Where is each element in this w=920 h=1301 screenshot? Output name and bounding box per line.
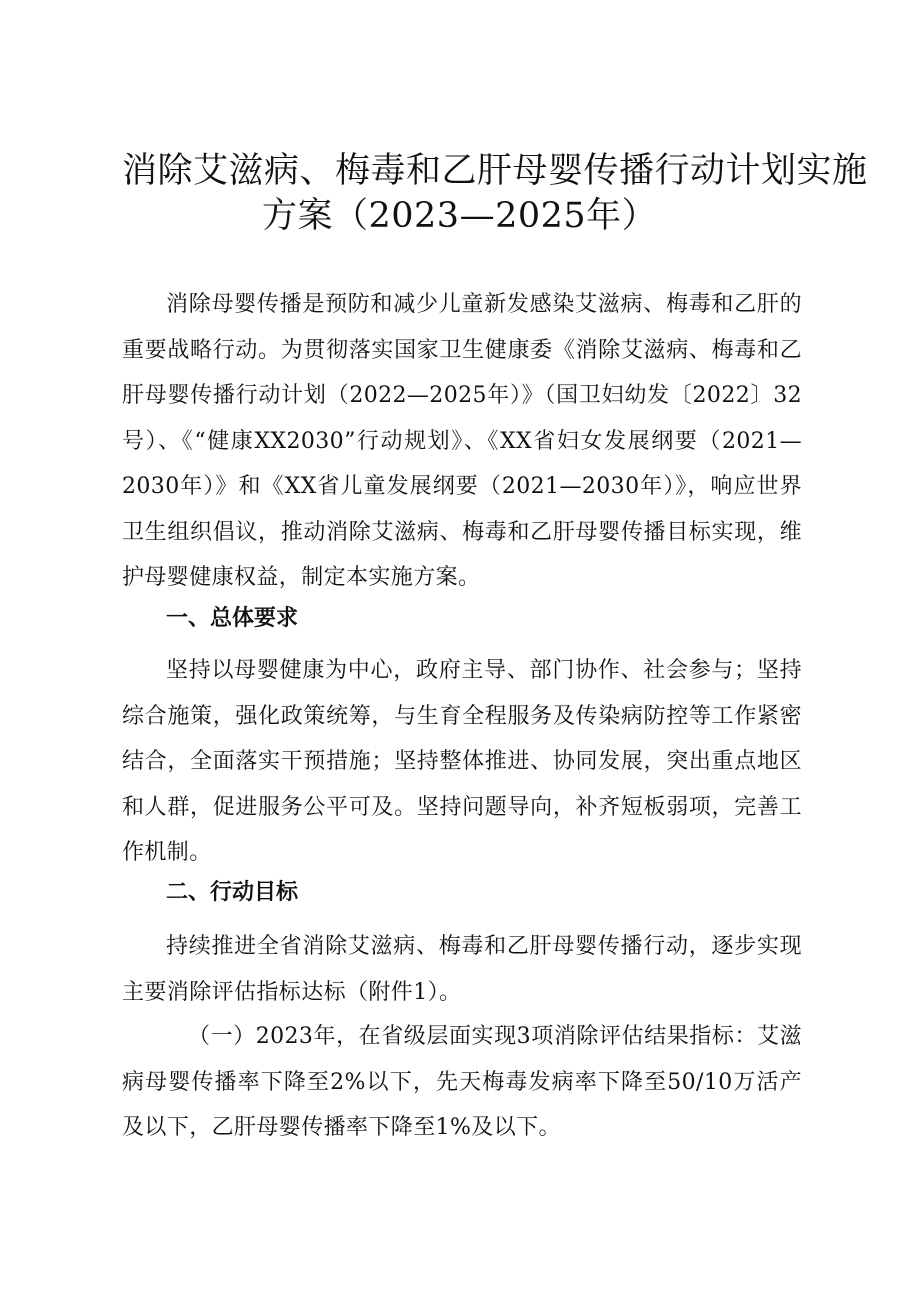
section-heading-action-goals: 二、行动目标 — [166, 880, 299, 905]
action-goals-item-1: （一）2023年，在省级层面实现3项消除评估结果指标：艾滋病母婴传播率下降至2%以下，先天梅毒发病率下降至50/10万活产及以下，乙肝母婴传播率下降至1%及以下。 — [122, 1024, 802, 1140]
general-requirements-paragraph: 坚持以母婴健康为中心，政府主导、部门协作、社会参与；坚持综合施策，强化政策统筹，与生育全程服务及传染病防控等工作紧密结合，全面落实干预措施；坚持整体推进、协同发展，突出重点地区和人群，促进服务公平可及。坚持问题导向，补齐短板弱项，完善工作机制。 — [122, 658, 802, 865]
section-heading-general-requirements: 一、总体要求 — [166, 606, 299, 631]
document-title-line2: 方案（2023—2025年） — [262, 196, 658, 236]
document-title-line1: 消除艾滋病、梅毒和乙肝母婴传播行动计划实施 — [122, 151, 868, 191]
intro-paragraph: 消除母婴传播是预防和减少儿童新发感染艾滋病、梅毒和乙肝的重要战略行动。为贯彻落实国家卫生健康委《消除艾滋病、梅毒和乙肝母婴传播行动计划（2022—2025年）》（国卫妇幼发〔2022〕32号）、《“健康XX2030”行动规划》、《XX省妇女发展纲要（2021—2030年）》和《XX省儿童发展纲要（2021—2030年）》，响应世界卫生组织倡议，推动消除艾滋病、梅毒和乙肝母婴传播目标实现，维护母婴健康权益，制定本实施方案。 — [122, 292, 802, 590]
action-goals-paragraph: 持续推进全省消除艾滋病、梅毒和乙肝母婴传播行动，逐步实现主要消除评估指标达标（附件1）。 — [122, 934, 802, 1005]
